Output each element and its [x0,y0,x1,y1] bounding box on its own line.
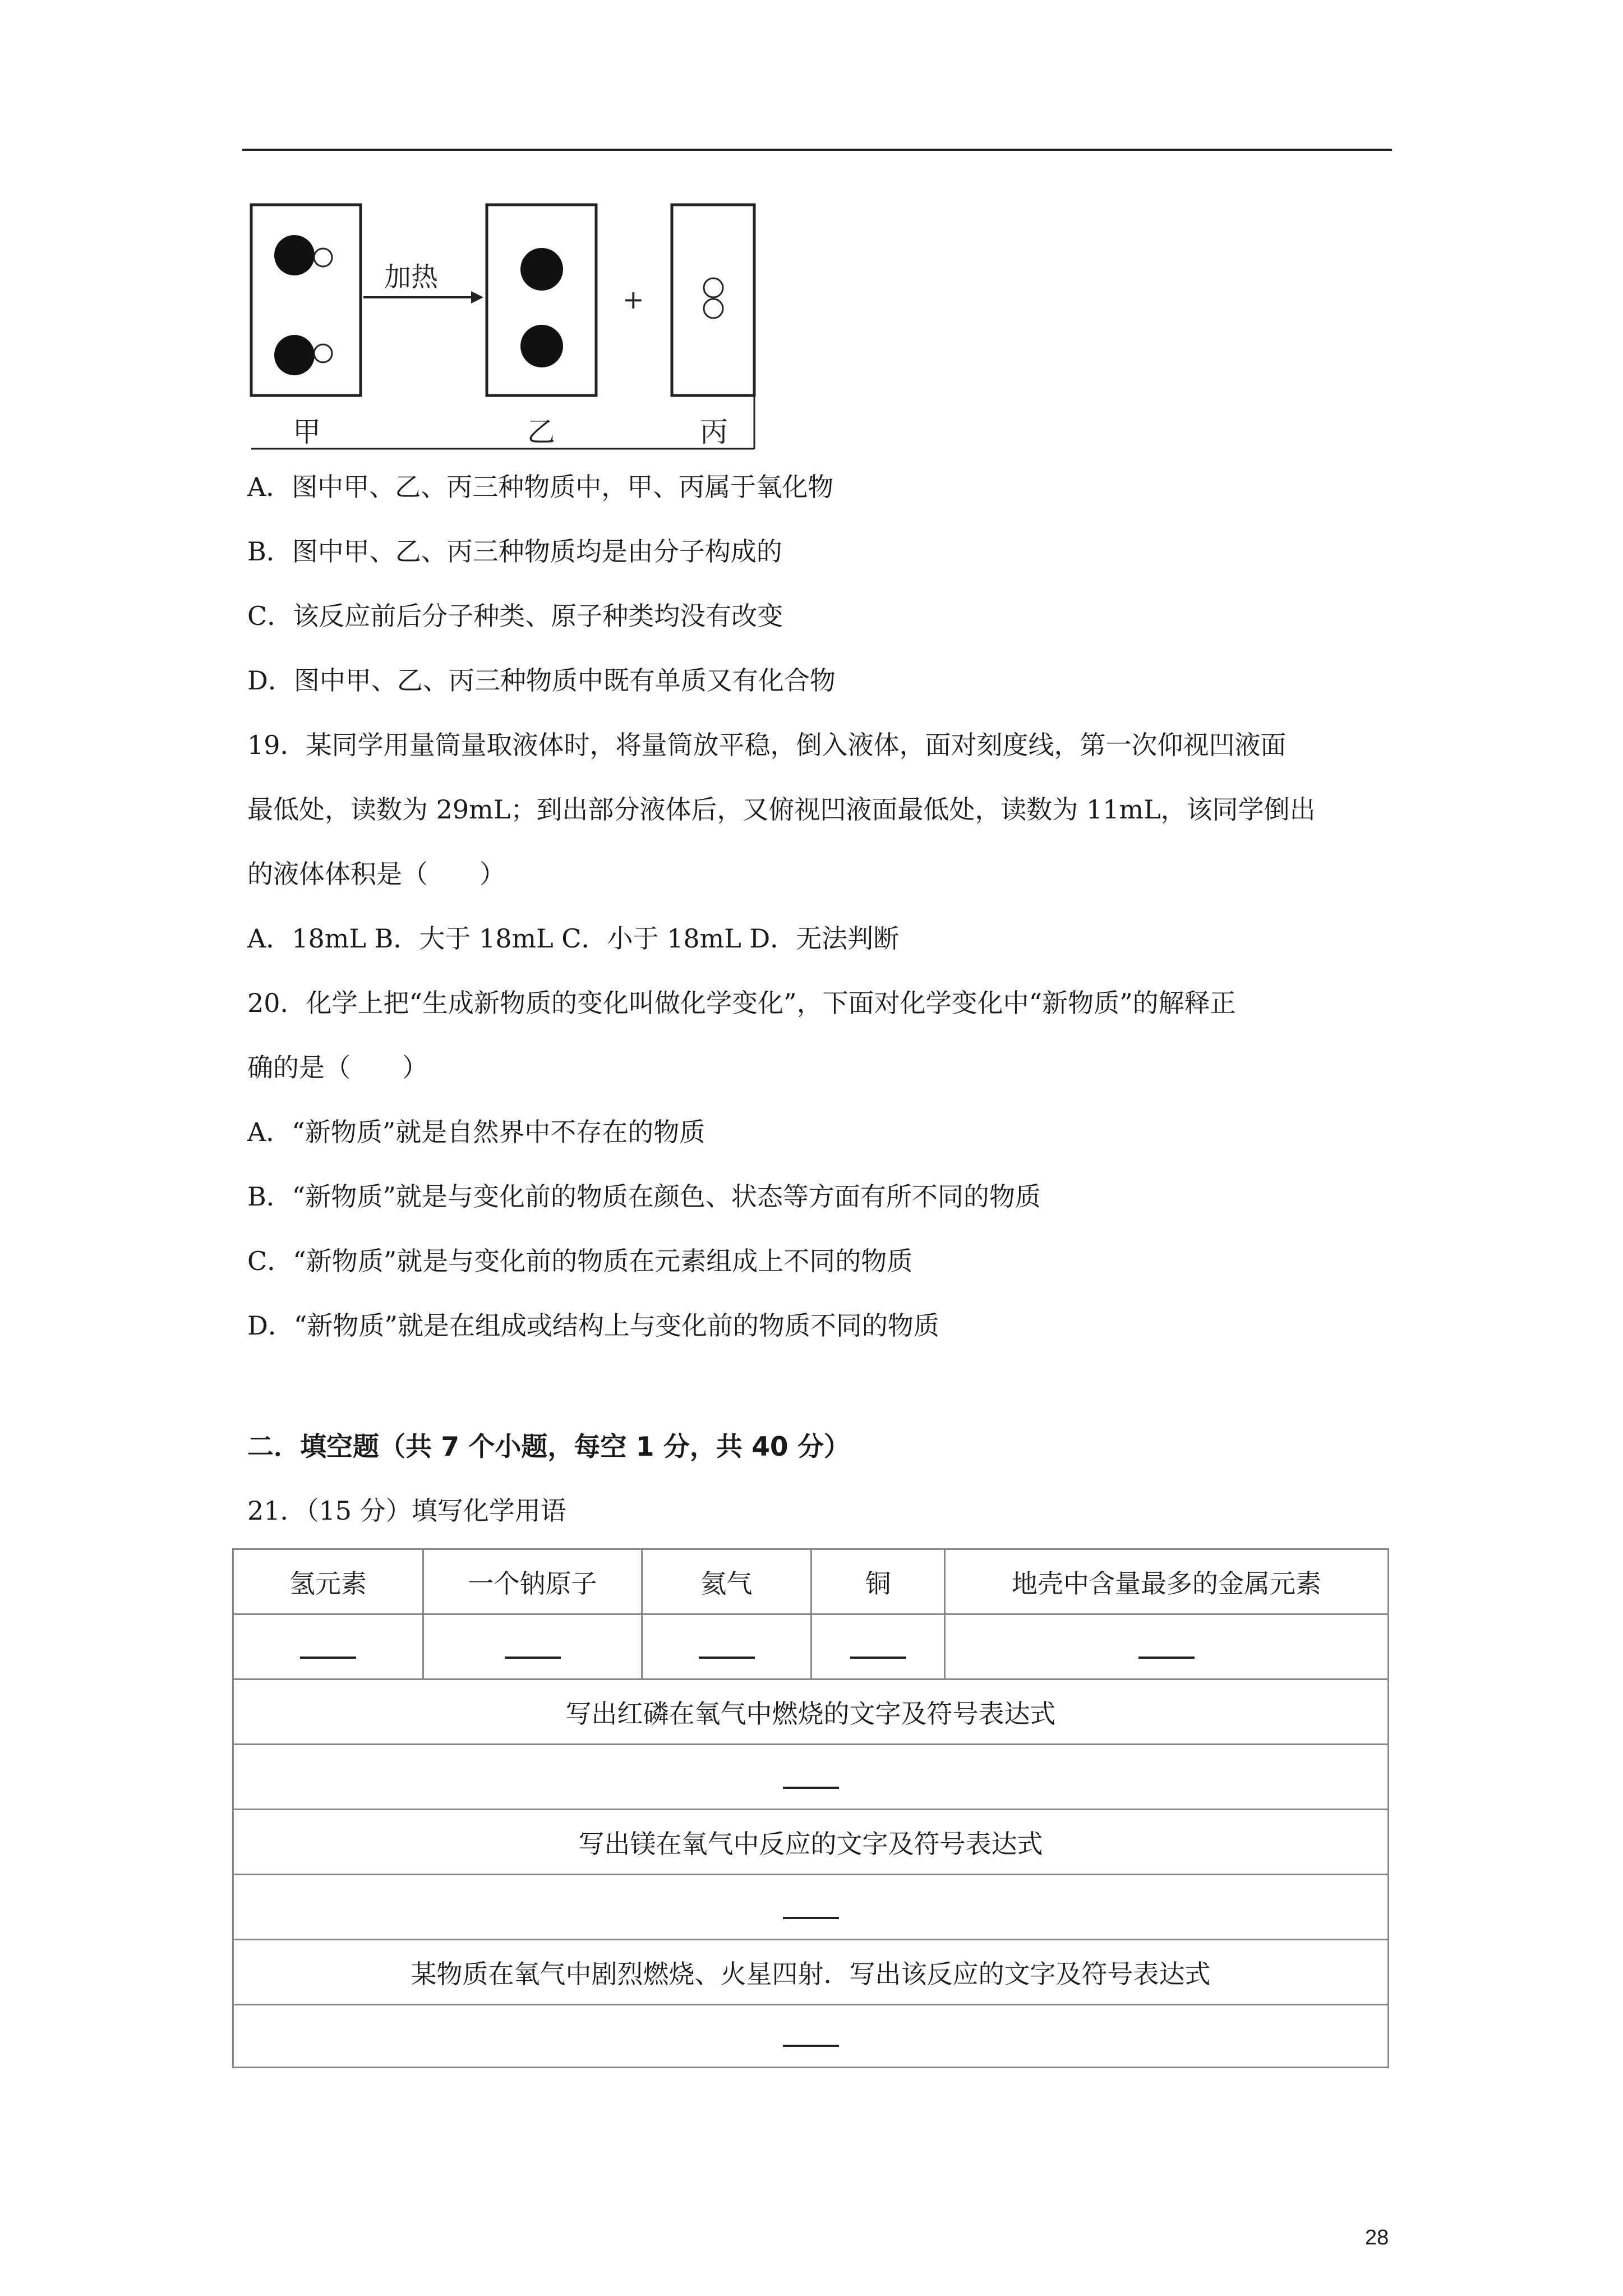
section-title: 二．填空题（共 7 个小题，每空 1 分，共 40 分） [247,1432,850,1462]
answer-cell[interactable] [233,1875,1389,1940]
plus-sign: + [623,284,644,315]
answer-blank [1138,1657,1195,1659]
q20-line-1: 20．化学上把“生成新物质的变化叫做化学变化”，下面对化学变化中“新物质”的解释正 [247,988,1236,1018]
q20-option-a: A．“新物质”就是自然界中不存在的物质 [247,1117,706,1147]
molecule-large-atom [274,335,315,375]
q19-options: A．18mL B．大于 18mL C．小于 18mL D．无法判断 [247,923,900,954]
molecule-small-atom [704,278,723,297]
answer-blank [699,1657,755,1659]
q20-option-c: C．“新物质”就是与变化前的物质在元素组成上不同的物质 [247,1246,913,1276]
answer-blank [850,1657,906,1659]
answer-cell[interactable] [811,1614,945,1680]
header-crust-metal: 地壳中含量最多的金属元素 [945,1549,1389,1614]
q20-option-d: D．“新物质”就是在组成或结构上与变化前的物质不同的物质 [247,1310,939,1341]
label-bing: 丙 [700,416,728,448]
molecule-small-atom [314,344,332,362]
answer-cell[interactable] [233,1745,1389,1810]
q18-option-a: A．图中甲、乙、丙三种物质中，甲、丙属于氧化物 [247,472,834,502]
header-sodium-atom: 一个钠原子 [423,1549,642,1614]
molecule-large-atom [520,325,563,367]
table-header-row [233,1549,1389,1614]
answer-blank [783,1917,839,1919]
answer-blank [505,1657,561,1659]
answer-cell[interactable] [945,1614,1389,1680]
arrow-head [471,291,483,303]
q21-title: 21．（15 分）填写化学用语 [247,1496,566,1526]
answer-cell[interactable] [233,2005,1389,2068]
answer-blank [783,2045,839,2047]
q18-option-d: D．图中甲、乙、丙三种物质中既有单质又有化合物 [247,665,836,696]
q19-line-3: 的液体体积是（ ） [247,859,505,889]
answer-table [232,1548,1389,2068]
header-copper: 铜 [811,1549,945,1614]
answer-cell[interactable] [233,1614,423,1680]
prompt-sparks: 某物质在氧气中剧烈燃烧、火星四射．写出该反应的文字及符号表达式 [233,1940,1389,2005]
table-row [233,1745,1389,1810]
table-row [233,1875,1389,1940]
molecule-small-atom [314,249,332,266]
q18-option-b: B．图中甲、乙、丙三种物质均是由分子构成的 [247,536,782,567]
answer-blank [300,1657,356,1659]
label-jia: 甲 [293,416,321,448]
molecule-small-atom [704,299,723,318]
header-rule [242,149,1392,151]
q19-line-2: 最低处，读数为 29mL；到出部分液体后，又俯视凹液面最低处，读数为 11mL，该同学倒出 [247,794,1316,825]
q20-option-b: B．“新物质”就是与变化前的物质在颜色、状态等方面有所不同的物质 [247,1181,1041,1212]
header-helium: 氦气 [642,1549,811,1614]
table-row [233,1940,1389,2005]
table-answer-row [233,1614,1389,1680]
header-hydrogen-element: 氢元素 [233,1549,423,1614]
answer-cell[interactable] [642,1614,811,1680]
q18-option-c: C．该反应前后分子种类、原子种类均没有改变 [247,601,783,631]
arrow-label: 加热 [384,261,439,293]
q19-line-1: 19．某同学用量筒量取液体时，将量筒放平稳，倒入液体，面对刻度线，第一次仰视凹液面 [247,730,1287,760]
reaction-diagram [241,199,763,457]
table-row [233,1680,1389,1745]
table-row [233,2005,1389,2068]
answer-blank [783,1787,839,1789]
molecule-large-atom [274,235,315,275]
answer-cell[interactable] [423,1614,642,1680]
label-yi: 乙 [527,416,555,448]
prompt-red-phosphorus: 写出红磷在氧气中燃烧的文字及符号表达式 [233,1680,1389,1745]
molecule-large-atom [520,248,563,291]
prompt-magnesium: 写出镁在氧气中反应的文字及符号表达式 [233,1810,1389,1875]
q20-line-2: 确的是（ ） [247,1052,428,1083]
page-number: 28 [1365,2226,1389,2249]
table-row [233,1810,1389,1875]
